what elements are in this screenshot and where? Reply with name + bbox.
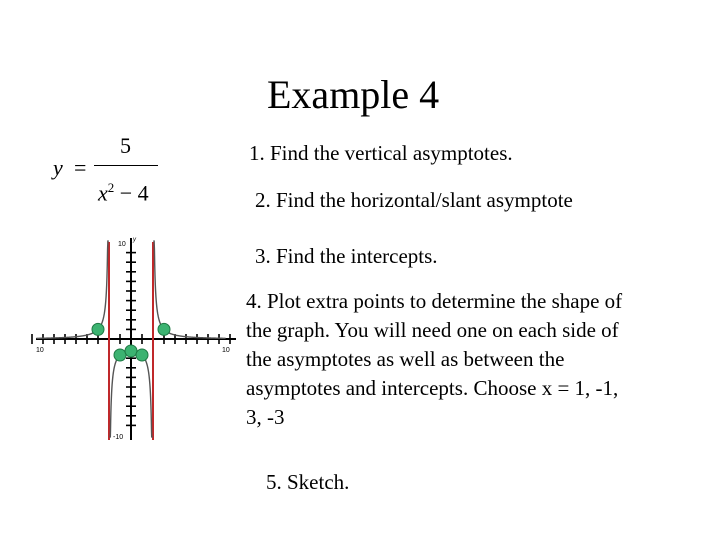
y-min-label: -10 <box>113 434 124 441</box>
formula-denominator-var: x <box>98 180 108 206</box>
graph-axes <box>32 238 236 440</box>
step-1: 1. Find the vertical asymptotes. <box>249 141 513 165</box>
y-axis-label: y <box>133 237 136 243</box>
plotted-point <box>114 349 126 361</box>
plotted-point <box>125 345 137 357</box>
step-3: 3. Find the intercepts. <box>255 244 438 268</box>
formula-lhs: y <box>53 155 63 180</box>
formula-numerator: 5 <box>120 133 131 158</box>
step-5: 5. Sketch. <box>266 470 350 494</box>
x-max-label: 10 <box>222 347 230 354</box>
formula-denominator-rest: − 4 <box>114 180 149 206</box>
plotted-point <box>136 349 148 361</box>
step-4: 4. Plot extra points to determine the shape of the graph. You will need one on each side of the asymptotes as well as between the asymptotes and intercepts. Choose x = 1, -1, 3, -3 <box>246 289 623 429</box>
slide-title: Example 4 <box>267 72 440 117</box>
formula-equals: = <box>74 155 87 180</box>
step-2: 2. Find the horizontal/slant asymptote <box>255 188 573 212</box>
y-max-label: 10 <box>118 241 126 248</box>
x-min-label: 10 <box>36 347 44 354</box>
formula-denominator-exponent: 2 <box>107 180 115 195</box>
plotted-point <box>158 323 170 335</box>
plotted-point <box>92 323 104 335</box>
